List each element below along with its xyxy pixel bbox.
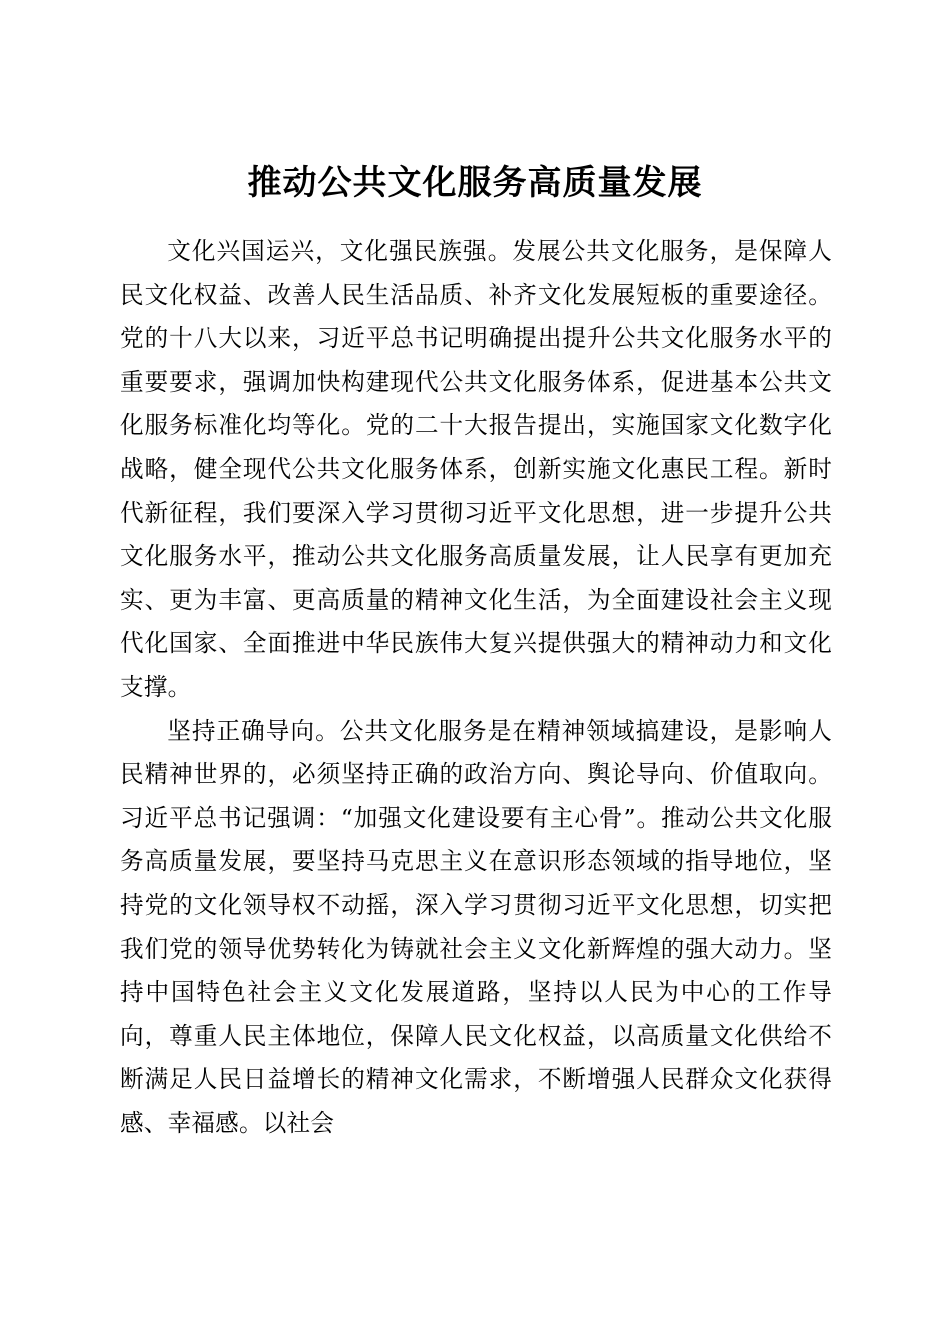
paragraph-correct-orientation: 坚持正确导向。公共文化服务是在精神领域搞建设，是影响人民精神世界的，必须坚持正确的政治方向、舆论导向、价值取向。习近平总书记强调：“加强文化建设要有主心骨”。推动公共文化服务高质量发展，要坚持马克思主义在意识形态领域的指导地位，坚持党的文化领导权不动摇，深入学习贯彻习近平文化思想，切实把我们党的领导优势转化为铸就社会主义文化新辉煌的强大动力。坚持中国特色社会主义文化发展道路，坚持以人民为中心的工作导向，尊重人民主体地位，保障人民文化权益，以高质量文化供给不断满足人民日益增长的精神文化需求，不断增强人民群众文化获得感、幸福感。以社会 <box>120 716 832 1137</box>
paragraph-intro: 文化兴国运兴，文化强民族强。发展公共文化服务，是保障人民文化权益、改善人民生活品质、补齐文化发展短板的重要途径。党的十八大以来，习近平总书记明确提出提升公共文化服务水平的重要要求，强调加快构建现代公共文化服务体系，促进基本公共文化服务标准化均等化。党的二十大报告提出，实施国家文化数字化战略，健全现代公共文化服务体系，创新实施文化惠民工程。新时代新征程，我们要深入学习贯彻习近平文化思想，进一步提升公共文化服务水平，推动公共文化服务高质量发展，让人民享有更加充实、更为丰富、更高质量的精神文化生活，为全面建设社会主义现代化国家、全面推进中华民族伟大复兴提供强大的精神动力和文化支撑。 <box>120 237 832 701</box>
document-body <box>120 230 832 1145</box>
document-title: 推动公共文化服务高质量发展 <box>247 162 703 203</box>
